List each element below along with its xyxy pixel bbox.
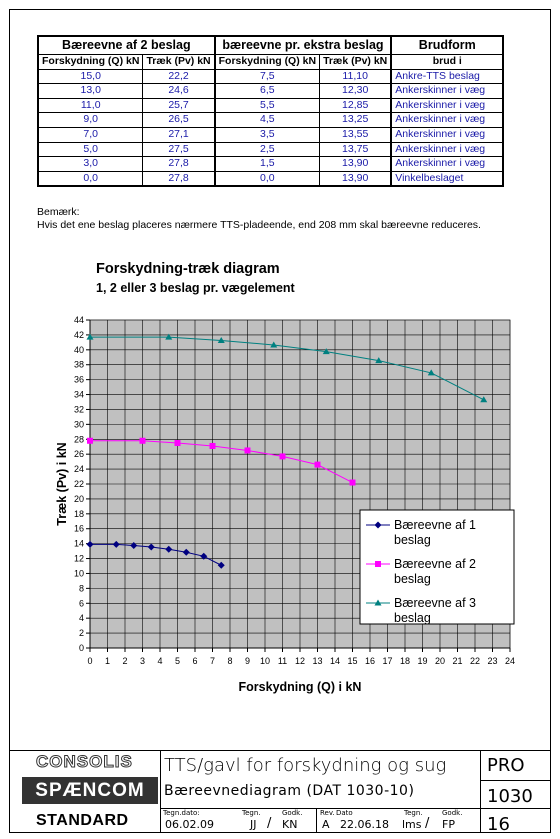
- y-tick-label: 2: [78, 628, 84, 639]
- cell-brud-i: Ankerskinner i væg: [391, 84, 503, 99]
- tegn-dato: 06.02.09: [165, 818, 214, 831]
- cell-forskydning-2: 3,0: [38, 157, 143, 172]
- cell-forskydning-ekstra: 5,5: [215, 98, 320, 113]
- legend-label: Bæreevne af 3 beslag: [394, 596, 476, 625]
- rev-dato: 22.06.18: [340, 818, 389, 831]
- y-tick-label: 28: [73, 434, 84, 445]
- cell-traek-ekstra: 11,10: [320, 69, 392, 84]
- x-axis-label: Forskydning (Q) i kN: [238, 680, 362, 694]
- tb-line-v2: [480, 750, 481, 832]
- drawing-code: PRO: [487, 755, 525, 776]
- note-text: Hvis det ene beslag placeres nærmere TTS-pladeende, end 208 mm skal bæreevne reduceres.: [37, 219, 481, 231]
- rev-godk: FP: [442, 818, 455, 831]
- y-tick-label: 12: [73, 553, 84, 564]
- rev-godk-label: Godk.: [442, 809, 463, 817]
- x-tick-label: 24: [504, 656, 516, 666]
- cell-forskydning-2: 13,0: [38, 84, 143, 99]
- tb-line-v1: [160, 750, 161, 832]
- x-tick-label: 20: [434, 656, 446, 666]
- y-tick-label: 30: [73, 419, 84, 430]
- data-point: [315, 462, 321, 468]
- cell-traek-ekstra: 13,25: [320, 113, 392, 128]
- rev-slash: /: [425, 816, 430, 831]
- cell-traek-ekstra: 13,75: [320, 142, 392, 157]
- cell-brud-i: Ankerskinner i væg: [391, 142, 503, 157]
- y-tick-label: 18: [73, 508, 84, 519]
- rev-label: Rev.: [320, 809, 335, 817]
- y-axis-label: Træk (Pv) i kN: [55, 442, 69, 526]
- col-header-traek-ekstra: Træk (Pv) kN: [320, 55, 392, 70]
- chart-title: Forskydning-træk diagram: [96, 261, 280, 277]
- y-tick-label: 34: [73, 389, 84, 400]
- x-tick-label: 22: [469, 656, 481, 666]
- y-tick-label: 40: [73, 344, 84, 355]
- col-header-forskydning-ekstra: Forskydning (Q) kN: [215, 55, 320, 70]
- cell-traek-2: 27,5: [143, 142, 215, 157]
- data-point: [87, 438, 93, 444]
- drawing-title: TTS/gavl for forskydning og sug: [164, 755, 447, 776]
- tb-line-bottom: [160, 808, 550, 809]
- cell-brud-i: Ankre-TTS beslag: [391, 69, 503, 84]
- consolis-logo: CONSOLIS: [36, 752, 133, 771]
- tegn-initials: JJ: [250, 818, 257, 831]
- y-tick-label: 4: [78, 613, 84, 624]
- data-point: [375, 561, 381, 567]
- cell-forskydning-2: 11,0: [38, 98, 143, 113]
- cell-traek-ekstra: 12,85: [320, 98, 392, 113]
- godk-initials: KN: [282, 818, 298, 831]
- data-point: [175, 440, 181, 446]
- x-tick-label: 6: [192, 656, 198, 666]
- x-tick-label: 14: [329, 656, 341, 666]
- note-label: Bemærk:: [37, 206, 80, 218]
- x-tick-label: 15: [347, 656, 358, 666]
- group-header-ekstra-beslag: bæreevne pr. ekstra beslag: [215, 36, 392, 55]
- y-tick-label: 0: [78, 643, 84, 653]
- x-tick-label: 7: [209, 656, 216, 666]
- cell-forskydning-ekstra: 4,5: [215, 113, 320, 128]
- tegn-dato-label: Tegn.dato:: [163, 809, 200, 817]
- cell-brud-i: Ankerskinner i væg: [391, 98, 503, 113]
- cell-traek-2: 27,1: [143, 127, 215, 142]
- cell-traek-2: 26,5: [143, 113, 215, 128]
- cell-traek-2: 27,8: [143, 171, 215, 186]
- y-tick-label: 32: [73, 404, 84, 415]
- dato-label: Dato: [336, 809, 353, 817]
- col-header-forskydning-2: Forskydning (Q) kN: [38, 55, 143, 70]
- x-tick-label: 16: [364, 656, 376, 666]
- standard-label: STANDARD: [36, 812, 129, 829]
- side-note: [0, 420, 9, 750]
- group-header-brudform: Brudform: [391, 36, 503, 55]
- cell-traek-ekstra: 12,30: [320, 84, 392, 99]
- tegn-label: Tegn.: [242, 809, 261, 817]
- y-tick-label: 26: [73, 449, 84, 460]
- tb-line-pro: [480, 780, 550, 781]
- rev-tegn-label: Tegn.: [404, 809, 423, 817]
- data-point: [140, 438, 146, 444]
- y-tick-label: 8: [78, 583, 84, 594]
- x-tick-label: 17: [382, 656, 393, 666]
- drawing-subtitle: Bæreevnediagram (DAT 1030-10): [164, 783, 415, 799]
- cell-forskydning-ekstra: 2,5: [215, 142, 320, 157]
- x-tick-label: 3: [139, 656, 146, 666]
- cell-forskydning-ekstra: 3,5: [215, 127, 320, 142]
- cell-traek-2: 25,7: [143, 98, 215, 113]
- cell-forskydning-2: 0,0: [38, 171, 143, 186]
- y-tick-label: 20: [73, 493, 84, 504]
- x-tick-label: 19: [417, 656, 428, 666]
- data-point: [210, 443, 216, 449]
- cell-traek-ekstra: 13,55: [320, 127, 392, 142]
- x-tick-label: 12: [294, 656, 306, 666]
- godk-label: Godk.: [282, 809, 303, 817]
- y-tick-label: 38: [73, 359, 84, 370]
- x-tick-label: 4: [157, 656, 163, 666]
- cell-traek-ekstra: 13,90: [320, 157, 392, 172]
- cell-brud-i: Ankerskinner i væg: [391, 113, 503, 128]
- spaencom-logo: SPÆNCOM: [22, 777, 158, 804]
- cell-traek-2: 24,6: [143, 84, 215, 99]
- rev-letter: A: [322, 818, 330, 831]
- y-tick-label: 6: [78, 598, 84, 609]
- tb-line-top: [10, 750, 550, 751]
- cell-brud-i: Ankerskinner i væg: [391, 127, 503, 142]
- y-tick-label: 24: [73, 464, 84, 475]
- tb-line-v3: [316, 808, 317, 832]
- slash: /: [267, 816, 272, 831]
- x-tick-label: 18: [399, 656, 411, 666]
- x-tick-label: 8: [227, 656, 233, 666]
- x-tick-label: 2: [122, 656, 128, 666]
- cell-forskydning-2: 7,0: [38, 127, 143, 142]
- y-tick-label: 10: [73, 568, 84, 579]
- chart-subtitle: 1, 2 eller 3 beslag pr. vægelement: [96, 281, 295, 295]
- y-tick-label: 44: [73, 315, 84, 325]
- cell-traek-ekstra: 13,90: [320, 171, 392, 186]
- y-tick-label: 14: [73, 538, 84, 549]
- y-tick-label: 36: [73, 374, 84, 385]
- cell-brud-i: Vinkelbeslaget: [391, 171, 503, 186]
- cell-brud-i: Ankerskinner i væg: [391, 157, 503, 172]
- title-block: [10, 750, 550, 835]
- y-tick-label: 16: [73, 523, 84, 534]
- rev-tegn: lms: [402, 818, 422, 831]
- legend-label: Bæreevne af 2 beslag: [394, 557, 476, 586]
- cell-forskydning-2: 9,0: [38, 113, 143, 128]
- y-tick-label: 22: [73, 479, 84, 489]
- x-tick-label: 5: [174, 656, 181, 666]
- cell-traek-2: 22,2: [143, 69, 215, 84]
- col-header-brud-i: brud i: [391, 55, 503, 70]
- cell-forskydning-ekstra: 7,5: [215, 69, 320, 84]
- drawing-number: 1030: [487, 786, 533, 807]
- x-tick-label: 1: [104, 656, 111, 666]
- cell-traek-2: 27,8: [143, 157, 215, 172]
- cell-forskydning-ekstra: 0,0: [215, 171, 320, 186]
- x-tick-label: 13: [312, 656, 323, 666]
- x-tick-label: 0: [87, 656, 93, 666]
- cell-forskydning-ekstra: 6,5: [215, 84, 320, 99]
- page-number: 16: [487, 814, 510, 835]
- x-tick-label: 23: [487, 656, 498, 666]
- group-header-2-beslag: Bæreevne af 2 beslag: [38, 36, 215, 55]
- cell-forskydning-2: 15,0: [38, 69, 143, 84]
- x-tick-label: 10: [259, 656, 271, 666]
- data-point: [245, 447, 251, 453]
- x-tick-label: 9: [244, 656, 251, 666]
- x-tick-label: 21: [452, 656, 463, 666]
- data-point: [350, 480, 356, 486]
- y-tick-label: 42: [73, 329, 84, 340]
- cell-forskydning-2: 5,0: [38, 142, 143, 157]
- col-header-traek-2: Træk (Pv) kN: [143, 55, 215, 70]
- legend-label: Bæreevne af 1 beslag: [394, 518, 476, 547]
- cell-forskydning-ekstra: 1,5: [215, 157, 320, 172]
- x-tick-label: 11: [277, 656, 288, 666]
- data-point: [280, 453, 286, 459]
